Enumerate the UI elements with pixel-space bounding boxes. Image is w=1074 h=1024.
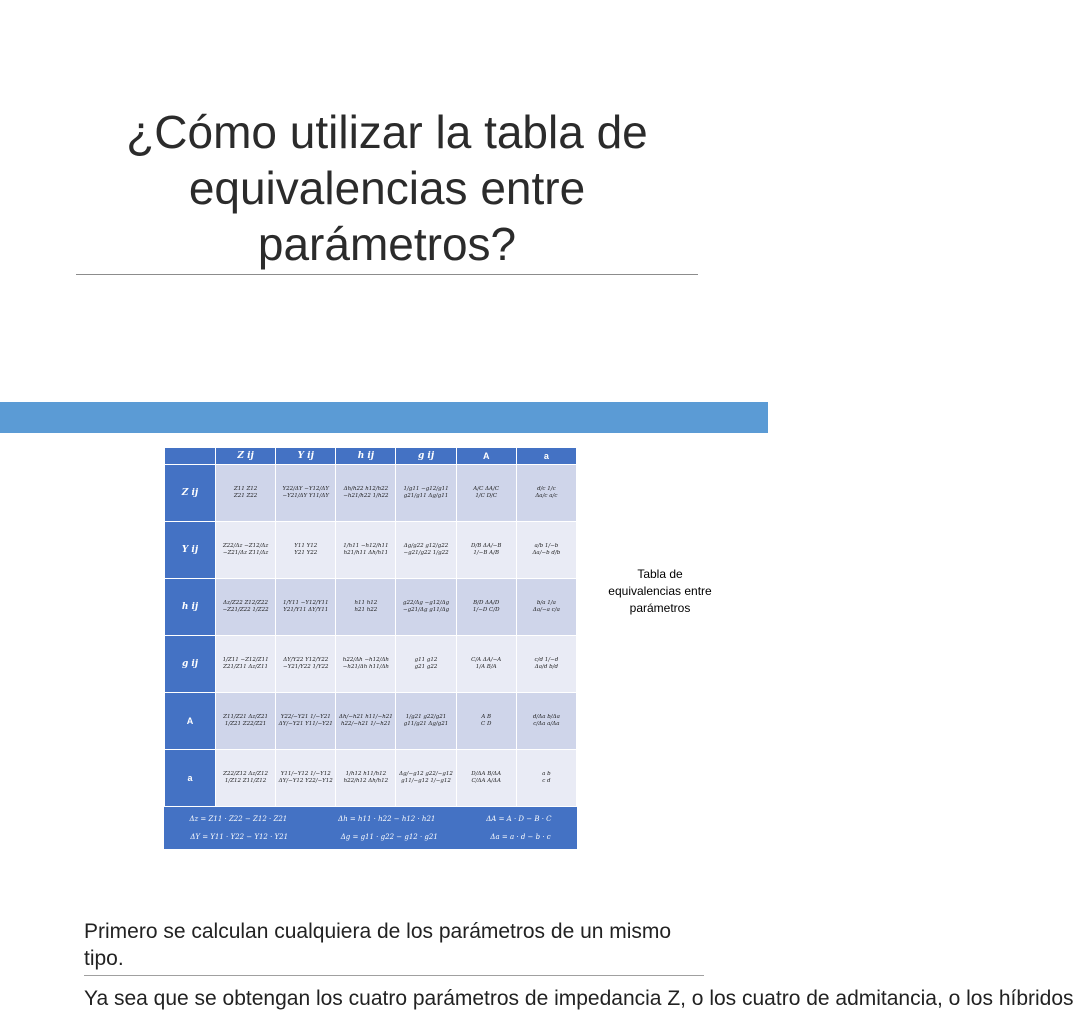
equivalence-table-figure: [164, 447, 577, 846]
cell-line: 1/C D/C: [475, 493, 498, 499]
cell-line: Z22/Δz −Z12/Δz: [222, 543, 269, 549]
delta-formula: ΔA = A · D − B · C: [486, 815, 552, 823]
table-corner: [165, 448, 215, 464]
delta-formula: Δa = a · d − b · c: [490, 833, 551, 841]
column-header: h ij: [336, 448, 395, 464]
cell-line: a/b 1/−b: [534, 543, 559, 549]
cell-line: B/D ΔA/D: [473, 600, 500, 606]
table-cell: [276, 750, 335, 806]
cell-line: Δa/−b d/b: [532, 550, 561, 556]
table-row: [165, 693, 576, 749]
table-cell: [276, 465, 335, 521]
cell-line: c/Δa a/Δa: [533, 721, 560, 727]
table-cell: [336, 693, 395, 749]
cell-line: c d: [542, 778, 551, 784]
cell-line: 1/h11 −h12/h11: [343, 543, 389, 549]
row-header: Z ij: [165, 465, 215, 521]
table-cell: [276, 636, 335, 692]
cell-line: 1/−B A/B: [473, 550, 500, 556]
cell-line: d/c 1/c: [537, 486, 556, 492]
table-cell: [457, 750, 516, 806]
cell-line: −h21/Δh h11/Δh: [342, 664, 389, 670]
cell-line: Y22/−Y21 1/−Y21: [280, 714, 331, 720]
delta-formula: Δh = h11 · h22 − h12 · h21: [338, 815, 436, 823]
table-cell: [336, 579, 395, 635]
cell-line: D/B ΔA/−B: [470, 543, 502, 549]
cell-line: Y11 Y12: [294, 543, 318, 549]
table-header-row: [165, 448, 576, 464]
table-row: [165, 522, 576, 578]
table-cell: [336, 750, 395, 806]
cell-line: Δh/−h21 h11/−h21: [338, 714, 393, 720]
cell-line: h22/h12 Δh/h12: [343, 778, 389, 784]
cell-line: a b: [542, 771, 551, 777]
cell-line: Y11/−Y12 1/−Y12: [280, 771, 331, 777]
cell-line: g11 g12: [414, 657, 438, 663]
cell-line: g21 g22: [414, 664, 438, 670]
table-row: [165, 750, 576, 806]
cell-line: h22/Δh −h12/Δh: [342, 657, 389, 663]
table-cell: [517, 579, 576, 635]
table-cell: [396, 636, 455, 692]
cell-line: g11/g21 Δg/g21: [403, 721, 449, 727]
cell-line: 1/A B/A: [475, 664, 497, 670]
table-cell: [457, 636, 516, 692]
cell-line: h21/h11 Δh/h11: [343, 550, 389, 556]
cell-line: Z11/Z21 Δz/Z21: [223, 714, 268, 720]
table-cell: [336, 465, 395, 521]
table-cell: [457, 522, 516, 578]
cell-line: Y21/Y11 ΔY/Y11: [283, 607, 329, 613]
equivalence-table: [164, 447, 577, 807]
column-header: a: [517, 448, 576, 464]
cell-line: Δg/−g12 g22/−g12: [399, 771, 453, 777]
table-cell: [276, 693, 335, 749]
cell-line: ΔY/−Y12 Y22/−Y12: [278, 778, 333, 784]
column-header: g ij: [396, 448, 455, 464]
accent-band: [0, 402, 768, 433]
delta-formula: Δz = Z11 · Z22 − Z12 · Z21: [189, 815, 288, 823]
cell-line: Δz/Z22 Z12/Z22: [223, 600, 268, 606]
cell-line: −Y21/ΔY Y11/ΔY: [282, 493, 329, 499]
cell-line: Δa/−a c/a: [532, 607, 560, 613]
table-cell: [396, 465, 455, 521]
cell-line: h22/−h21 1/−h21: [340, 721, 391, 727]
table-cell: [457, 579, 516, 635]
cell-line: C/ΔA A/ΔA: [471, 778, 501, 784]
table-cell: [276, 579, 335, 635]
cell-line: C/A ΔA/−A: [471, 657, 502, 663]
table-cell: [216, 693, 275, 749]
delta-line: [164, 828, 577, 846]
row-header: Y ij: [165, 522, 215, 578]
cell-line: 1/Y11 −Y12/Y11: [283, 600, 329, 606]
cell-line: d/Δa b/Δa: [532, 714, 560, 720]
paragraph-divider: [84, 975, 704, 976]
column-header: Z ij: [216, 448, 275, 464]
cell-line: D/ΔA B/ΔA: [471, 771, 502, 777]
cell-line: Δa/c a/c: [535, 493, 558, 499]
table-cell: [216, 636, 275, 692]
table-cell: [336, 522, 395, 578]
cell-line: A/C ΔA/C: [473, 486, 500, 492]
table-cell: [457, 693, 516, 749]
cell-line: Z21 Z22: [233, 493, 258, 499]
table-cell: [216, 750, 275, 806]
cell-line: −Z21/Δz Z11/Δz: [222, 550, 269, 556]
table-row: [165, 465, 576, 521]
cell-line: g22/Δg −g12/Δg: [403, 600, 450, 606]
cell-line: Z22/Z12 Δz/Z12: [223, 771, 268, 777]
table-cell: [396, 579, 455, 635]
table-cell: [517, 465, 576, 521]
row-header: A: [165, 693, 215, 749]
cell-line: 1/Z11 −Z12/Z11: [222, 657, 269, 663]
table-row: [165, 636, 576, 692]
row-header: g ij: [165, 636, 215, 692]
cell-line: 1/h12 h11/h12: [345, 771, 387, 777]
table-cell: [336, 636, 395, 692]
table-cell: [457, 465, 516, 521]
column-header: A: [457, 448, 516, 464]
delta-formula: Δg = g11 · g22 − g12 · g21: [340, 833, 438, 841]
cell-line: 1/Z21 Z22/Z21: [224, 721, 267, 727]
cell-line: Y22/ΔY −Y12/ΔY: [282, 486, 329, 492]
table-row: [165, 579, 576, 635]
cell-line: C D: [481, 721, 492, 727]
table-cell: [517, 636, 576, 692]
title-divider: [76, 274, 698, 275]
cell-line: −Z21/Z22 1/Z22: [222, 607, 269, 613]
table-cell: [396, 750, 455, 806]
cell-line: Z21/Z11 Δz/Z11: [223, 664, 268, 670]
table-cell: [517, 522, 576, 578]
table-cell: [396, 522, 455, 578]
cell-line: 1/g21 g22/g21: [405, 714, 447, 720]
cell-line: Y21 Y22: [294, 550, 318, 556]
cell-line: ΔY/Y22 Y12/Y22: [283, 657, 329, 663]
row-header: a: [165, 750, 215, 806]
table-cell: [276, 522, 335, 578]
paragraph-2: Ya sea que se obtengan los cuatro parámetros de impedancia Z, o los cuatro de admitancia, o los híbridos: [84, 987, 1074, 1010]
cell-line: 1/Z12 Z11/Z12: [224, 778, 267, 784]
delta-formula: ΔY = Y11 · Y22 − Y12 · Y21: [190, 833, 289, 841]
cell-line: A B: [481, 714, 492, 720]
table-cell: [216, 522, 275, 578]
cell-line: h11 h12: [354, 600, 378, 606]
column-header: Y ij: [276, 448, 335, 464]
cell-line: Δa/d b/d: [534, 664, 559, 670]
cell-line: g21/g11 Δg/g11: [403, 493, 449, 499]
table-cell: [517, 750, 576, 806]
cell-line: −g21/Δg g11/Δg: [403, 607, 450, 613]
cell-line: −Y21/Y22 1/Y22: [283, 664, 329, 670]
table-cell: [216, 579, 275, 635]
cell-line: 1/−D C/D: [472, 607, 500, 613]
slide-title: ¿Cómo utilizar la tabla de equivalencias entre parámetros?: [126, 106, 648, 270]
cell-line: b/a 1/a: [536, 600, 556, 606]
cell-line: 1/g11 −g12/g11: [403, 486, 449, 492]
table-cell: [517, 693, 576, 749]
table-cell: [216, 465, 275, 521]
delta-line: [164, 810, 577, 828]
cell-line: Δg/g22 g12/g22: [403, 543, 449, 549]
table-cell: [396, 693, 455, 749]
paragraph-1: Primero se calculan cualquiera de los parámetros de un mismo tipo.: [84, 920, 672, 970]
cell-line: −g21/g22 1/g22: [403, 550, 449, 556]
cell-line: −h21/h22 1/h22: [343, 493, 389, 499]
cell-line: h21 h22: [354, 607, 378, 613]
cell-line: Z11 Z12: [233, 486, 258, 492]
row-header: h ij: [165, 579, 215, 635]
cell-line: c/d 1/−d: [534, 657, 559, 663]
cell-line: g11/−g12 1/−g12: [401, 778, 451, 784]
cell-line: ΔY/−Y21 Y11/−Y21: [278, 721, 333, 727]
cell-line: Δh/h22 h12/h22: [343, 486, 389, 492]
delta-definitions: [164, 807, 577, 849]
table-caption: Tabla de equivalencias entre parámetros: [608, 567, 712, 615]
